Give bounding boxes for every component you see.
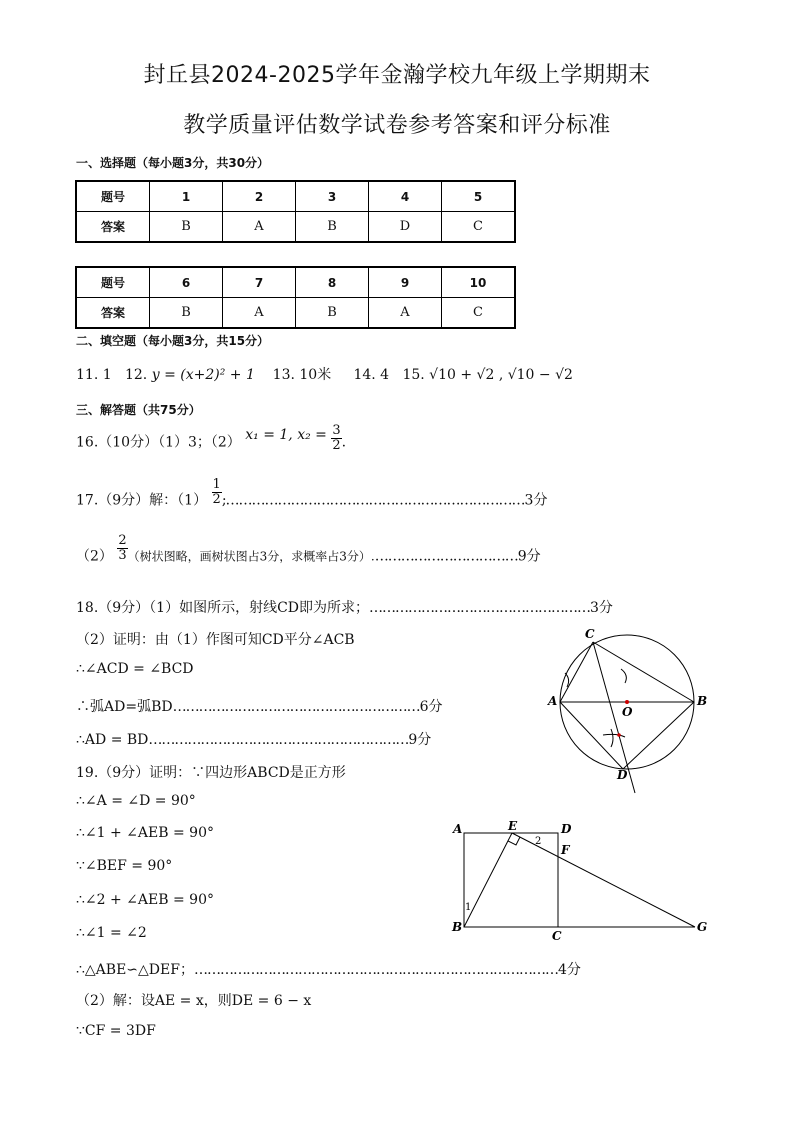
answer-table-1: [75, 180, 516, 243]
section3-heading: 三、解答题（共75分）: [76, 403, 201, 417]
circle-figure: [545, 625, 725, 795]
q16-fraction: [331, 424, 341, 453]
table-cell: B: [150, 212, 223, 243]
construction-arc: [611, 729, 613, 747]
square-ABCD: [464, 833, 558, 927]
table-cell: D: [369, 212, 442, 243]
title-line-1: 封丘县2024-2025学年金瀚学校九年级上学期期末: [143, 63, 651, 88]
q12-label: 12.: [124, 367, 148, 383]
table-cell: 10: [442, 267, 516, 298]
table-cell: 9: [369, 267, 442, 298]
q19-line-2: ∴∠A = ∠D = 90°: [76, 793, 196, 809]
q15-expression: √10 + √2 , √10 − √2: [429, 367, 573, 383]
q19-line-6: ∴∠1 = ∠2: [76, 925, 147, 941]
table-row: [76, 298, 515, 329]
segment-CB: [593, 642, 694, 702]
fraction-numerator: 3: [332, 423, 341, 438]
leader-dots: …………………………………………………: [172, 699, 420, 715]
q16-expression: x₁ = 1, x₂ =: [245, 426, 327, 443]
center-point: [625, 700, 629, 704]
label-G: G: [697, 920, 708, 934]
label-B: B: [452, 920, 463, 934]
fraction-numerator: 1: [212, 477, 221, 492]
q19-line-1: 19.（9分）证明：∵四边形ABCD是正方形: [76, 765, 346, 781]
leader-dots: ……………………………………………: [369, 600, 591, 616]
q17-label: 17.（9分）解：（1）: [76, 492, 208, 509]
label-D: D: [617, 768, 628, 782]
q18-text: ∴AD = BD: [76, 732, 149, 748]
fraction-denominator: 3: [118, 548, 127, 563]
q18-text: 18.（9分）（1）如图所示，射线CD即为所求；: [76, 600, 370, 616]
segment-BD: [623, 702, 694, 769]
arc-intersection-point: [617, 733, 621, 737]
q19-line-5: ∴∠2 + ∠AEB = 90°: [76, 892, 214, 908]
angle-label-1: 1: [465, 902, 472, 913]
q18-text: ∴弧AD=弧BD: [76, 699, 173, 715]
q17-part2-label: （2）: [76, 548, 113, 565]
q19-line-7: [76, 959, 581, 979]
q12-expression: y = (x+2)² + 1: [151, 367, 255, 383]
table-row: [76, 267, 515, 298]
table-cell: 题号: [76, 181, 150, 212]
q17-fraction-1: [212, 478, 222, 507]
label-C: C: [552, 929, 562, 943]
q14-answer: 14. 4: [353, 367, 390, 383]
q18-line-5: [76, 729, 431, 749]
segment-CA: [560, 642, 593, 702]
q18-line-1: [76, 597, 613, 617]
score: 9分: [408, 732, 432, 748]
label-A: A: [453, 822, 463, 836]
construction-arc: [603, 734, 625, 737]
q16-tail: .: [341, 434, 347, 451]
table-cell: 答案: [76, 212, 150, 243]
table-cell: A: [369, 298, 442, 329]
q16-label: 16.（10分）（1）3；（2）: [76, 434, 241, 451]
fraction-numerator: 2: [118, 533, 127, 548]
square-figure: [450, 818, 720, 943]
score: 3分: [590, 600, 613, 616]
table-cell: B: [296, 298, 369, 329]
label-E: E: [508, 819, 518, 833]
table-cell: 1: [150, 181, 223, 212]
section2-heading: 二、填空题（每小题3分，共15分）: [76, 334, 270, 348]
table-cell: C: [442, 298, 516, 329]
q18-line-3: ∴∠ACD = ∠BCD: [76, 661, 194, 677]
table-cell: 6: [150, 267, 223, 298]
label-F: F: [561, 843, 570, 857]
title-line-2: 教学质量评估数学试卷参考答案和评分标准: [183, 113, 611, 138]
q17-line-1: [76, 477, 548, 515]
fill-in-answers: [76, 364, 573, 384]
q11-answer: 11. 1: [76, 367, 112, 383]
table-cell: B: [150, 298, 223, 329]
q15-label: 15.: [402, 367, 425, 383]
q17-line-2: [76, 533, 541, 571]
table-cell: 7: [223, 267, 296, 298]
label-O: O: [622, 705, 633, 719]
label-C: C: [585, 627, 595, 641]
label-D: D: [561, 822, 572, 836]
fraction-denominator: 2: [212, 492, 221, 507]
q17-note: （树状图略，画树状图占3分，求概率占3分）.: [127, 549, 375, 564]
table-cell: 3: [296, 181, 369, 212]
construction-arc: [621, 669, 626, 683]
section1-heading: 一、选择题（每小题3分，共30分）: [76, 156, 270, 170]
q13-answer: 13. 10米: [272, 367, 332, 383]
table-cell: 题号: [76, 267, 150, 298]
table-cell: 5: [442, 181, 516, 212]
score: 6分: [419, 699, 443, 715]
table-cell: 8: [296, 267, 369, 298]
table-cell: 答案: [76, 298, 150, 329]
q16-line: [76, 423, 347, 457]
table-row: [76, 181, 515, 212]
leader-dots: ……………………………: [374, 548, 518, 565]
table-cell: C: [442, 212, 516, 243]
q18-line-2: （2）证明：由（1）作图可知CD平分∠ACB: [76, 632, 355, 648]
leader-dots: ;……………………………………………………………: [221, 492, 525, 509]
q18-line-4: [76, 696, 443, 716]
fraction-denominator: 2: [332, 438, 341, 453]
leader-dots: ……………………………………………………: [148, 732, 409, 748]
table-cell: 2: [223, 181, 296, 212]
table-cell: B: [296, 212, 369, 243]
table-cell: 4: [369, 181, 442, 212]
score: 4分: [557, 962, 581, 978]
score: 9分: [517, 548, 541, 565]
q19-line-4: ∵∠BEF = 90°: [76, 858, 173, 874]
angle-label-2: 2: [535, 836, 542, 847]
q17-fraction-2: [117, 534, 127, 563]
q19-line-3: ∴∠1 + ∠AEB = 90°: [76, 825, 214, 841]
q19-line-9: ∵CF = 3DF: [76, 1023, 156, 1039]
answer-table-2: [75, 266, 516, 329]
segment-EG: [512, 833, 695, 927]
leader-dots: …………………………………………………………………………: [193, 962, 558, 978]
table-row: [76, 212, 515, 243]
q19-text: ∴△ABE∽△DEF；: [76, 962, 194, 978]
score: 3分: [524, 492, 548, 509]
table-cell: A: [223, 212, 296, 243]
label-A: A: [548, 694, 558, 708]
table-cell: A: [223, 298, 296, 329]
q19-line-8: （2）解：设AE = x，则DE = 6 − x: [76, 993, 312, 1009]
label-B: B: [697, 694, 708, 708]
